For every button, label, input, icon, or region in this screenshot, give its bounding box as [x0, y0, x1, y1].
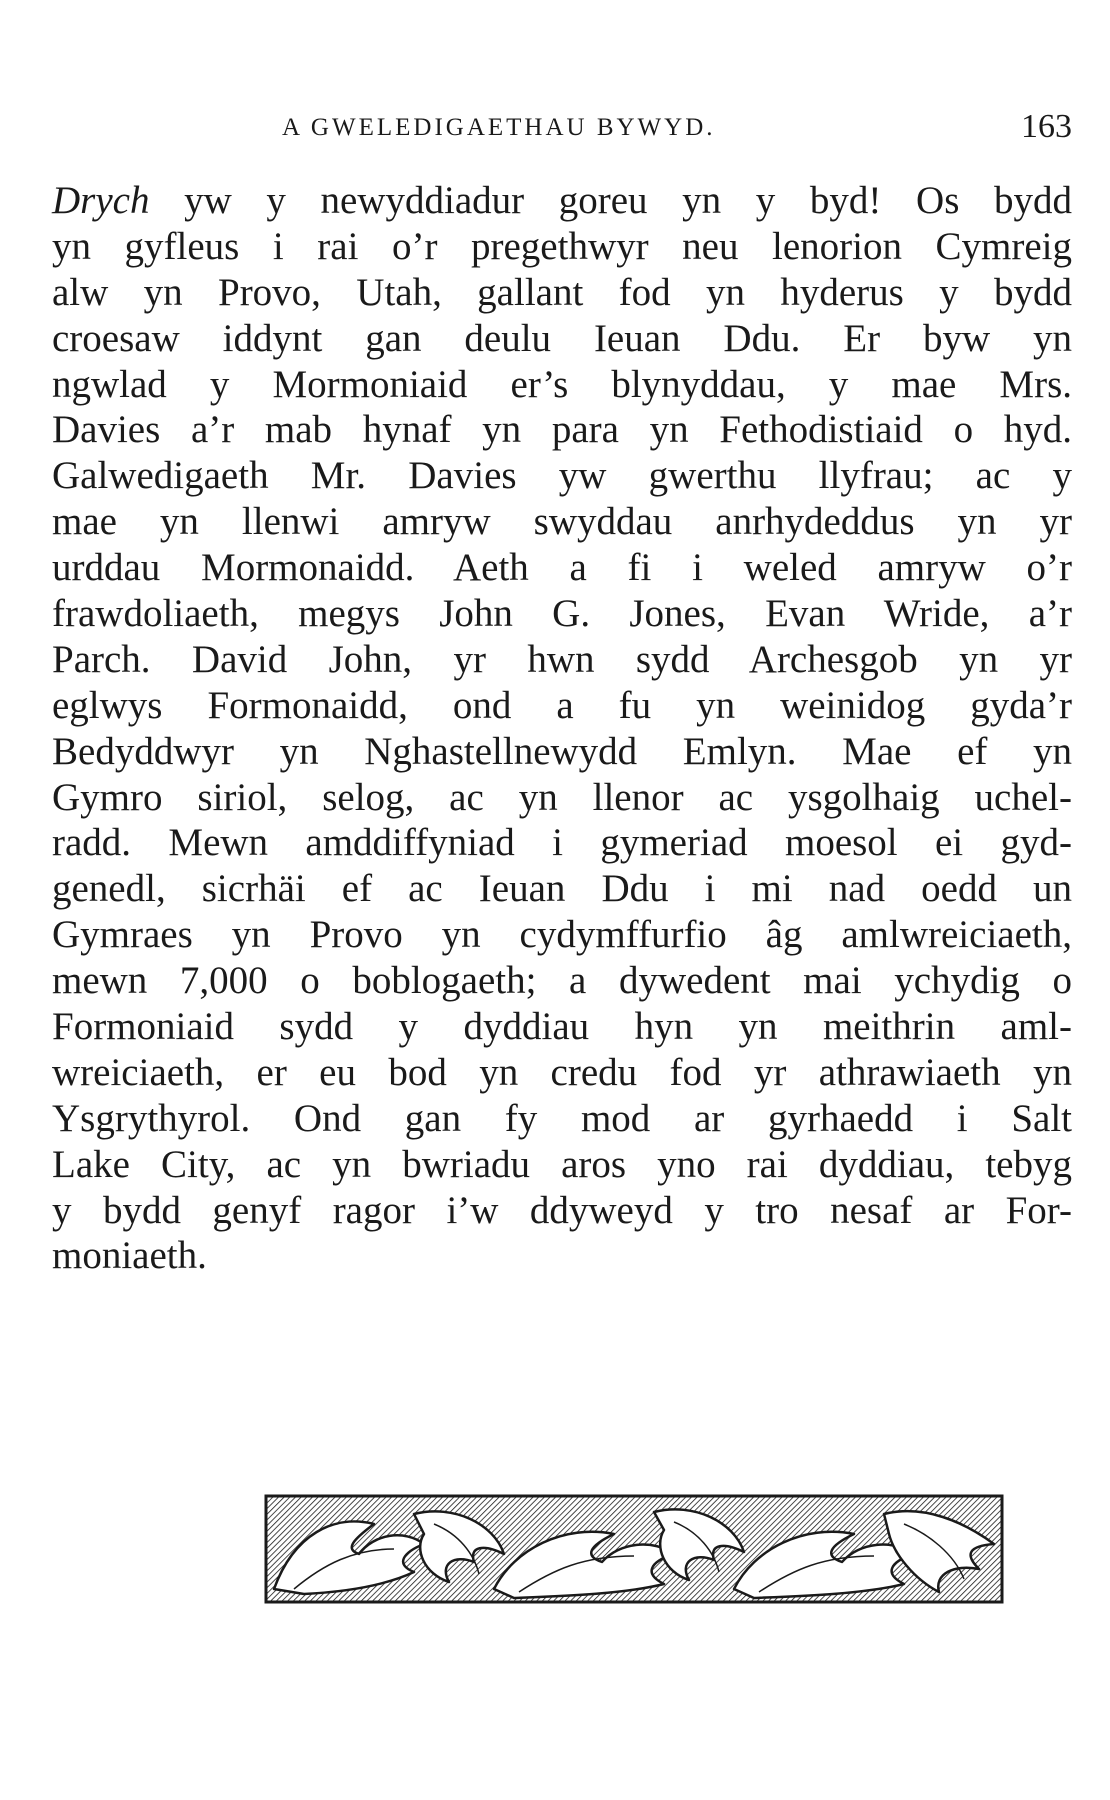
- text-line: mewn 7,000 o boblogaeth; a dywedent mai ychydig o: [52, 959, 1072, 1003]
- text-line: y bydd genyf ragor i’w ddyweyd y tro nesaf ar For-: [52, 1188, 1072, 1232]
- line-text: yw y newyddiadur goreu yn y byd! Os bydd: [149, 179, 1072, 222]
- text-line: mae yn llenwi amryw swyddau anrhydeddus yn yr: [52, 500, 1072, 544]
- page-number: 163: [1021, 108, 1072, 145]
- running-title: A GWELEDIGAETHAU BYWYD.: [282, 114, 716, 141]
- text-line: wreiciaeth, er eu bod yn credu fod yr athrawiaeth yn: [52, 1050, 1072, 1094]
- text-line: Lake City, ac yn bwriadu aros yno rai dyddiau, tebyg: [52, 1142, 1072, 1186]
- text-line: ngwlad y Mormoniaid er’s blynyddau, y mae Mrs.: [52, 362, 1072, 406]
- text-line: yn gyfleus i rai o’r pregethwyr neu lenorion Cymreig: [52, 224, 1072, 268]
- text-line: croesaw iddynt gan deulu Ieuan Ddu. Er byw yn: [52, 316, 1072, 360]
- text-line: Gymro siriol, selog, ac yn llenor ac ysgolhaig uchel-: [52, 775, 1072, 819]
- text-line: radd. Mewn amddiffyniad i gymeriad moesol ei gyd-: [52, 821, 1072, 865]
- text-line: genedl, sicrhäi ef ac Ieuan Ddu i mi nad oedd un: [52, 867, 1072, 911]
- text-line: urddau Mormonaidd. Aeth a fi i weled amryw o’r: [52, 546, 1072, 590]
- text-line-last: moniaeth.: [52, 1234, 207, 1278]
- text-line: Gymraes yn Provo yn cydymffurfio âg amlwreiciaeth,: [52, 913, 1072, 957]
- running-head: [52, 108, 1072, 148]
- acanthus-leaf-tailpiece-icon: [264, 1494, 1004, 1604]
- text-line: Ysgrythyrol. Ond gan fy mod ar gyrhaedd i Salt: [52, 1096, 1072, 1140]
- text-line: [52, 178, 1072, 224]
- text-line: Formoniaid sydd y dyddiau hyn yn meithrin aml-: [52, 1005, 1072, 1049]
- text-line: Bedyddwyr yn Nghastellnewydd Emlyn. Mae ef yn: [52, 729, 1072, 773]
- text-line: frawdoliaeth, megys John G. Jones, Evan Wride, a’r: [52, 592, 1072, 636]
- body-text: [52, 178, 1072, 1279]
- text-line: Parch. David John, yr hwn sydd Archesgob yn yr: [52, 637, 1072, 681]
- text-line: alw yn Provo, Utah, gallant fod yn hyderus y bydd: [52, 270, 1072, 314]
- text-line: Davies a’r mab hynaf yn para yn Fethodistiaid o hyd.: [52, 408, 1072, 452]
- text-line: eglwys Formonaidd, ond a fu yn weinidog gyda’r: [52, 683, 1072, 727]
- italic-word: Drych: [52, 179, 150, 222]
- text-line: Galwedigaeth Mr. Davies yw gwerthu llyfrau; ac y: [52, 454, 1072, 498]
